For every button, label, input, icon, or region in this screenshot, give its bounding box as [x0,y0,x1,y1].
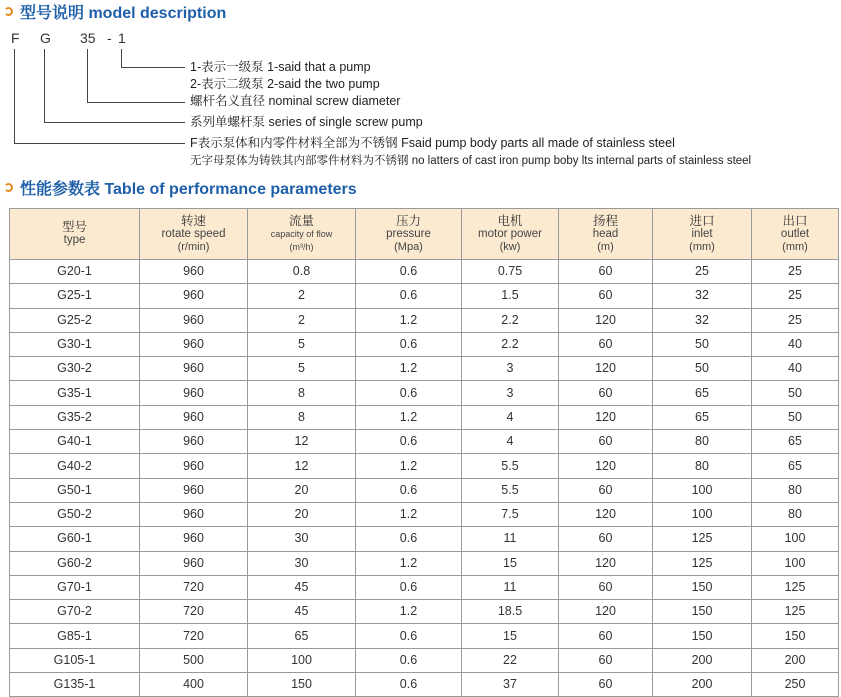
cell-head: 60 [559,673,653,697]
cell-type: G35-1 [10,381,140,405]
performance-table-title: 性能参数表 Table of performance parameters [20,180,357,198]
table-row [10,260,839,284]
cell-capacity: 30 [248,527,356,551]
desc-screw-diameter: 螺杆名义直径 nominal screw diameter [190,94,401,108]
cell-rotate-speed: 960 [140,357,248,381]
cell-motor-power: 11 [462,575,559,599]
cell-outlet: 125 [752,575,839,599]
model-description-title: 型号说明 model description [20,4,227,22]
cell-capacity: 20 [248,502,356,526]
cell-head: 120 [559,502,653,526]
cell-rotate-speed: 960 [140,527,248,551]
cell-head: 60 [559,381,653,405]
table-row [10,527,839,551]
cell-head: 60 [559,648,653,672]
desc-two-stage: 2-表示二级泵 2-said the two pump [190,77,380,91]
cell-rotate-speed: 960 [140,284,248,308]
cell-type: G30-2 [10,357,140,381]
cell-head: 120 [559,308,653,332]
table-header-row [10,209,839,260]
cell-inlet: 150 [653,600,752,624]
cell-type: G25-1 [10,284,140,308]
cell-inlet: 125 [653,527,752,551]
cell-pressure: 1.2 [356,454,462,478]
cell-outlet: 150 [752,624,839,648]
cell-motor-power: 4 [462,405,559,429]
cell-head: 60 [559,332,653,356]
cell-rotate-speed: 960 [140,478,248,502]
desc-series: 系列单螺杆泵 series of single screw pump [190,115,423,129]
cell-motor-power: 15 [462,551,559,575]
cell-inlet: 65 [653,381,752,405]
cell-type: G60-2 [10,551,140,575]
cell-type: G105-1 [10,648,140,672]
cell-inlet: 32 [653,284,752,308]
table-row [10,405,839,429]
cell-rotate-speed: 960 [140,502,248,526]
header-outlet: 出口 outlet (mm) [752,209,839,260]
header-inlet: 进口 inlet (mm) [653,209,752,260]
table-row [10,551,839,575]
cell-capacity: 100 [248,648,356,672]
leader-line [14,143,185,144]
cell-inlet: 100 [653,502,752,526]
table-row [10,454,839,478]
cell-pressure: 0.6 [356,673,462,697]
cell-pressure: 1.2 [356,551,462,575]
cell-outlet: 40 [752,332,839,356]
desc-cast-iron: 无字母泵体为铸铁其内部零件材料为不锈钢 no latters of cast iron pump boby lts internal parts of stainless steel [190,155,752,167]
cell-rotate-speed: 960 [140,308,248,332]
cell-capacity: 8 [248,381,356,405]
cell-rotate-speed: 500 [140,648,248,672]
cell-inlet: 80 [653,454,752,478]
cell-type: G35-2 [10,405,140,429]
cell-capacity: 2 [248,284,356,308]
table-row [10,357,839,381]
cell-type: G70-2 [10,600,140,624]
cell-motor-power: 5.5 [462,454,559,478]
cell-pressure: 1.2 [356,600,462,624]
code-letter-g: G [40,30,51,46]
cell-outlet: 200 [752,648,839,672]
header-capacity: 流量 capacity of flow (m³/h) [248,209,356,260]
cell-motor-power: 3 [462,381,559,405]
cell-capacity: 5 [248,357,356,381]
cell-head: 60 [559,284,653,308]
cell-outlet: 250 [752,673,839,697]
table-row [10,284,839,308]
cell-motor-power: 11 [462,527,559,551]
cell-head: 60 [559,624,653,648]
cell-pressure: 0.6 [356,284,462,308]
cell-capacity: 2 [248,308,356,332]
leader-line [87,102,185,103]
cell-head: 120 [559,357,653,381]
table-row [10,332,839,356]
cell-head: 60 [559,478,653,502]
cell-outlet: 40 [752,357,839,381]
cell-motor-power: 4 [462,430,559,454]
cell-outlet: 50 [752,405,839,429]
cell-outlet: 125 [752,600,839,624]
cell-type: G50-2 [10,502,140,526]
cell-type: G20-1 [10,260,140,284]
table-row [10,381,839,405]
cell-pressure: 0.6 [356,260,462,284]
cell-rotate-speed: 720 [140,600,248,624]
cell-capacity: 45 [248,600,356,624]
header-motor-power: 电机 motor power (kw) [462,209,559,260]
cell-rotate-speed: 960 [140,381,248,405]
cell-type: G40-2 [10,454,140,478]
cell-inlet: 32 [653,308,752,332]
cell-pressure: 1.2 [356,502,462,526]
cell-head: 120 [559,405,653,429]
cell-motor-power: 2.2 [462,308,559,332]
cell-inlet: 200 [653,673,752,697]
cell-outlet: 80 [752,502,839,526]
cell-motor-power: 5.5 [462,478,559,502]
cell-motor-power: 15 [462,624,559,648]
cell-head: 120 [559,600,653,624]
leader-line [44,122,185,123]
cell-motor-power: 0.75 [462,260,559,284]
cell-capacity: 20 [248,478,356,502]
cell-outlet: 50 [752,381,839,405]
leader-line [44,49,45,122]
cell-outlet: 80 [752,478,839,502]
leader-line [87,49,88,102]
table-row [10,308,839,332]
cell-rotate-speed: 720 [140,624,248,648]
table-row [10,430,839,454]
cell-motor-power: 2.2 [462,332,559,356]
cell-pressure: 0.6 [356,430,462,454]
cell-outlet: 25 [752,308,839,332]
cell-motor-power: 22 [462,648,559,672]
code-number: 35 [80,30,96,46]
cell-inlet: 25 [653,260,752,284]
cell-capacity: 5 [248,332,356,356]
cell-capacity: 12 [248,454,356,478]
cell-motor-power: 1.5 [462,284,559,308]
table-row [10,600,839,624]
cell-inlet: 50 [653,357,752,381]
cell-motor-power: 18.5 [462,600,559,624]
cell-pressure: 0.6 [356,648,462,672]
cell-outlet: 100 [752,527,839,551]
cell-capacity: 8 [248,405,356,429]
cell-head: 60 [559,527,653,551]
code-letter-f: F [11,30,20,46]
cell-pressure: 1.2 [356,308,462,332]
cell-type: G50-1 [10,478,140,502]
header-rotate-speed: 转速 rotate speed (r/min) [140,209,248,260]
cell-head: 120 [559,454,653,478]
cell-rotate-speed: 960 [140,430,248,454]
performance-table [9,208,839,697]
cell-rotate-speed: 960 [140,332,248,356]
table-row [10,624,839,648]
code-dash: - [107,30,112,46]
cell-inlet: 100 [653,478,752,502]
cell-capacity: 0.8 [248,260,356,284]
desc-stainless: F表示泵体和内零件材料全部为不锈钢 Fsaid pump body parts all made of stainless steel [190,136,675,150]
cell-type: G30-1 [10,332,140,356]
cell-outlet: 100 [752,551,839,575]
cell-pressure: 0.6 [356,527,462,551]
cell-pressure: 0.6 [356,624,462,648]
cell-pressure: 0.6 [356,575,462,599]
cell-inlet: 65 [653,405,752,429]
cell-pressure: 0.6 [356,478,462,502]
header-type: 型号 type [10,209,140,260]
cell-type: G135-1 [10,673,140,697]
cell-pressure: 0.6 [356,332,462,356]
desc-one-stage: 1-表示一级泵 1-said that a pump [190,60,371,74]
header-head: 扬程 head (m) [559,209,653,260]
table-row [10,502,839,526]
cell-outlet: 65 [752,454,839,478]
bullet-arrow-icon [4,7,13,16]
cell-type: G40-1 [10,430,140,454]
cell-pressure: 1.2 [356,357,462,381]
performance-table-heading [4,177,357,197]
cell-outlet: 25 [752,284,839,308]
cell-rotate-speed: 400 [140,673,248,697]
cell-inlet: 150 [653,575,752,599]
cell-pressure: 1.2 [356,405,462,429]
model-description-heading [4,1,226,21]
cell-rotate-speed: 960 [140,260,248,284]
cell-rotate-speed: 960 [140,551,248,575]
cell-motor-power: 37 [462,673,559,697]
cell-outlet: 65 [752,430,839,454]
cell-head: 60 [559,430,653,454]
cell-motor-power: 3 [462,357,559,381]
code-stage: 1 [118,30,126,46]
cell-type: G25-2 [10,308,140,332]
cell-inlet: 125 [653,551,752,575]
header-pressure: 压力 pressure (Mpa) [356,209,462,260]
cell-capacity: 45 [248,575,356,599]
cell-inlet: 50 [653,332,752,356]
cell-type: G85-1 [10,624,140,648]
cell-capacity: 30 [248,551,356,575]
cell-inlet: 200 [653,648,752,672]
bullet-arrow-icon [4,183,13,192]
leader-line [14,49,15,143]
cell-rotate-speed: 720 [140,575,248,599]
cell-inlet: 80 [653,430,752,454]
table-row [10,648,839,672]
cell-head: 120 [559,551,653,575]
cell-type: G70-1 [10,575,140,599]
cell-rotate-speed: 960 [140,454,248,478]
cell-inlet: 150 [653,624,752,648]
cell-type: G60-1 [10,527,140,551]
cell-capacity: 150 [248,673,356,697]
cell-head: 60 [559,260,653,284]
table-row [10,575,839,599]
cell-outlet: 25 [752,260,839,284]
cell-head: 60 [559,575,653,599]
table-row [10,478,839,502]
leader-line [121,49,122,67]
cell-motor-power: 7.5 [462,502,559,526]
leader-line [121,67,185,68]
cell-rotate-speed: 960 [140,405,248,429]
cell-capacity: 12 [248,430,356,454]
cell-pressure: 0.6 [356,381,462,405]
table-row [10,673,839,697]
cell-capacity: 65 [248,624,356,648]
